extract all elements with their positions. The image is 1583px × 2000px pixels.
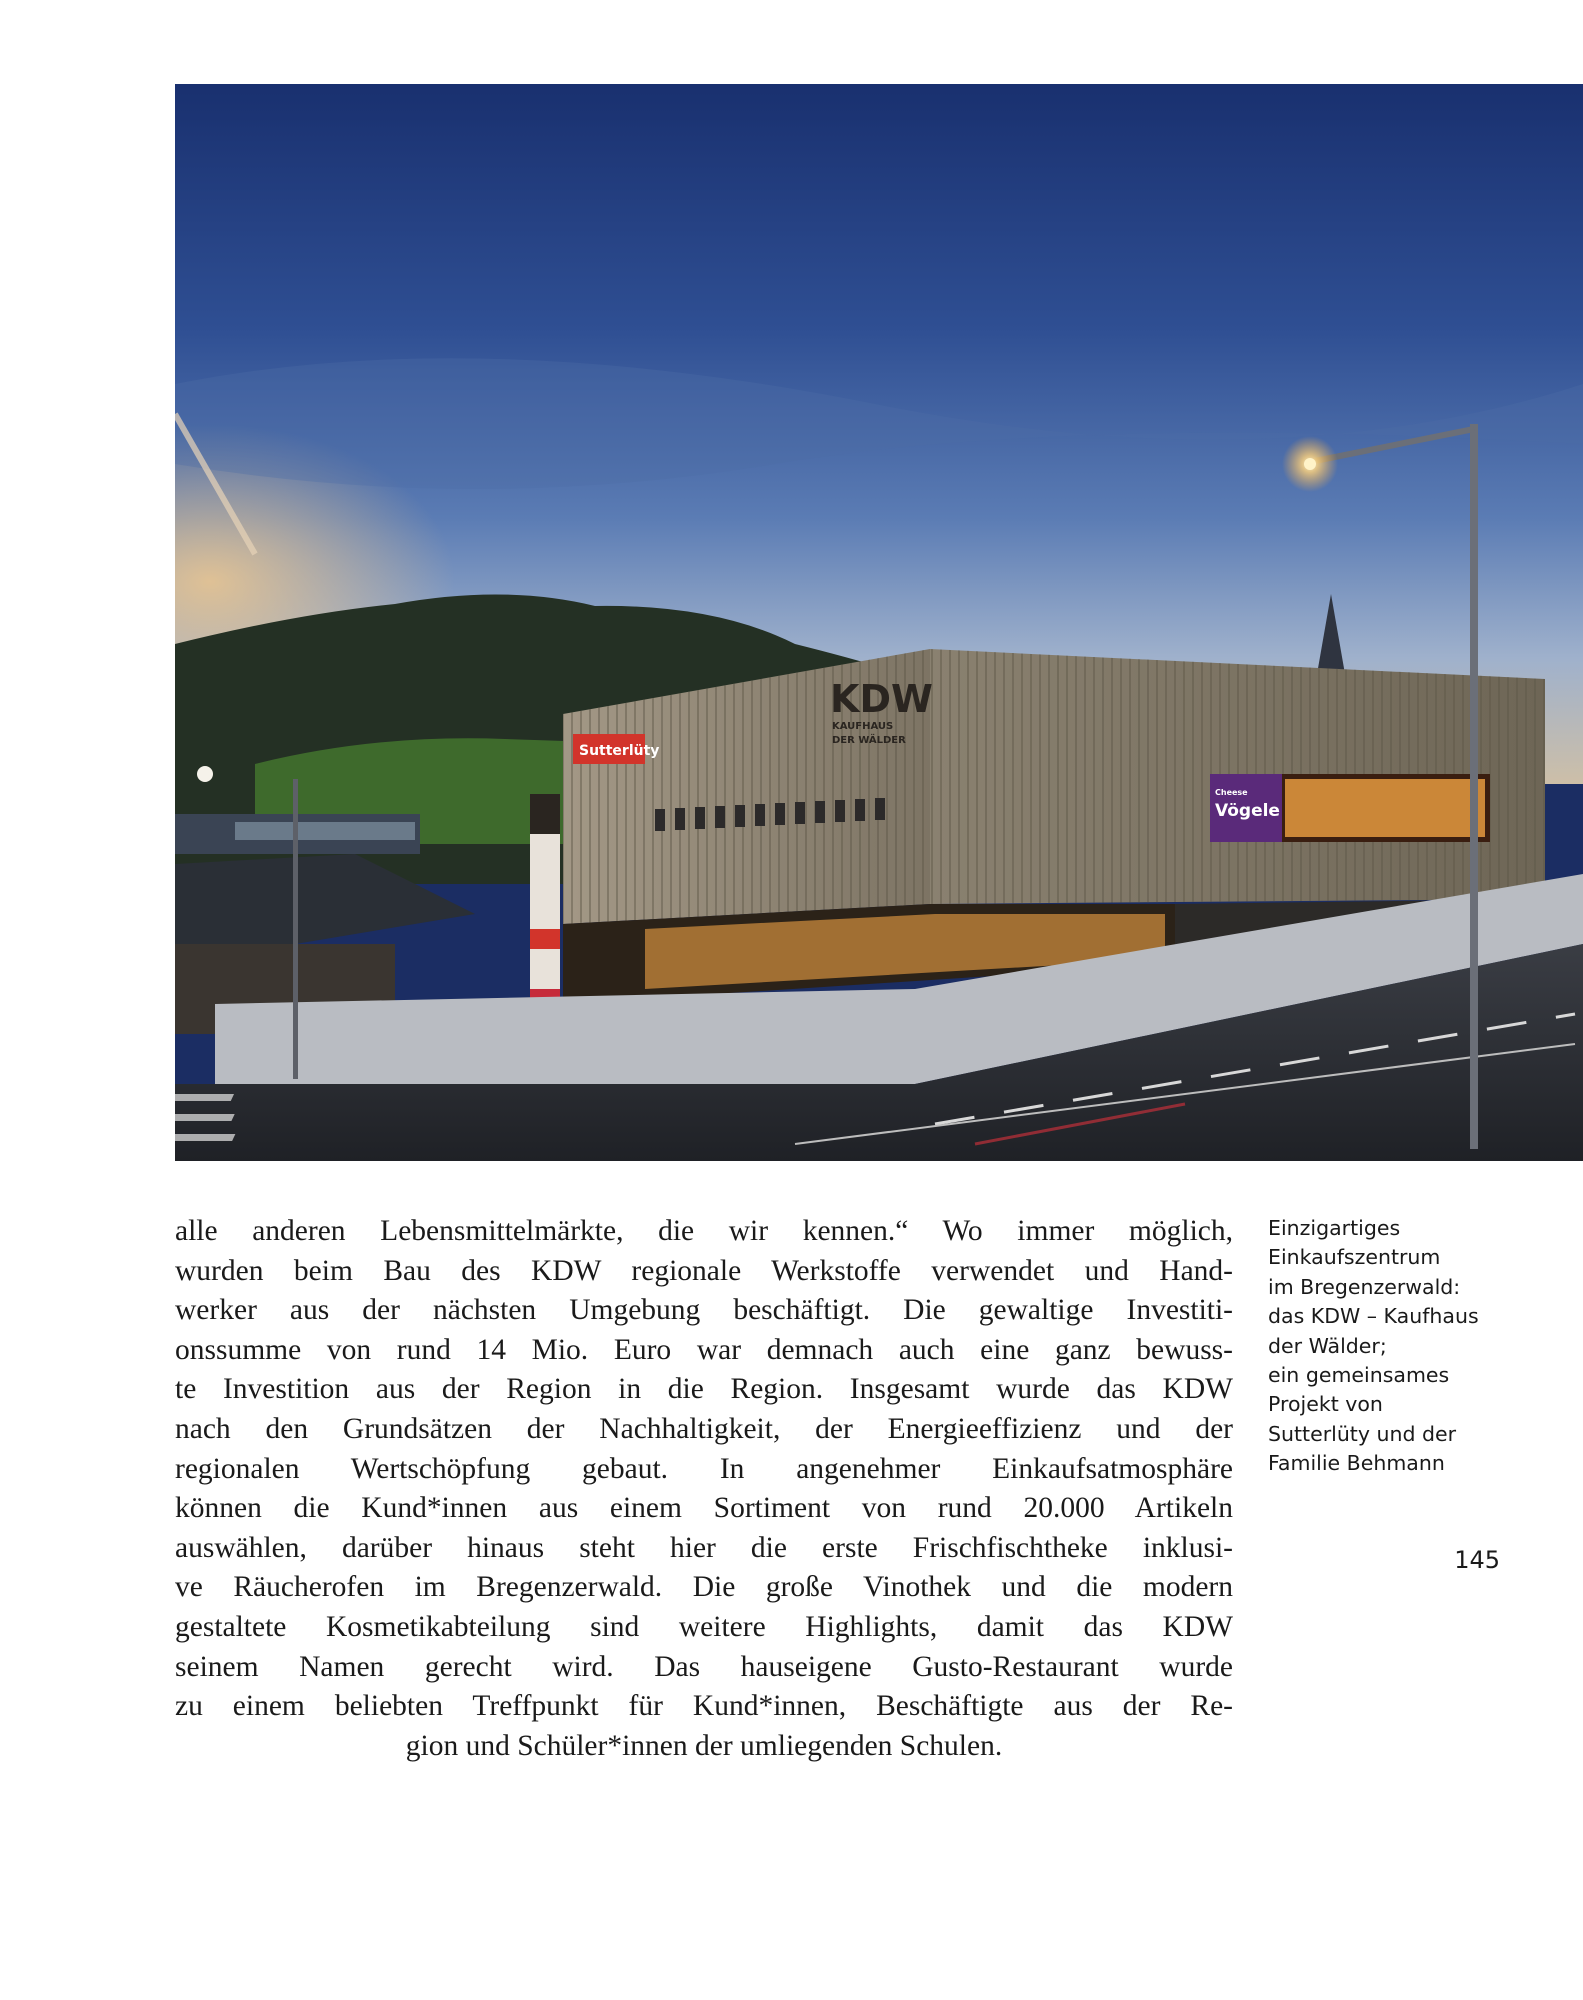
street-lamp-bulb bbox=[1304, 458, 1316, 470]
vogele-window-glow bbox=[1285, 779, 1485, 837]
kdw-logo-sign: KDW bbox=[830, 677, 933, 721]
caption-line: der Wälder; bbox=[1268, 1333, 1387, 1358]
caption-line: ein gemeinsames bbox=[1268, 1363, 1450, 1388]
sutterluety-sign: Sutterlüty bbox=[579, 743, 660, 759]
caption-line: im Bregenzerwald: bbox=[1268, 1274, 1461, 1299]
kdw-logo-subline-1: KAUFHAUS bbox=[832, 721, 894, 732]
kdw-pylon-top bbox=[530, 794, 560, 834]
left-building-windows bbox=[235, 822, 415, 840]
body-line: nach den Grundsätzen der Nachhaltigkeit, der Energieeffizienz und der bbox=[175, 1412, 1233, 1445]
kdw-photo-illustration bbox=[175, 84, 1583, 1161]
body-line: te Investition aus der Region in die Region. Insgesamt wurde das KDW bbox=[175, 1373, 1233, 1406]
caption-line: das KDW – Kaufhaus bbox=[1268, 1304, 1479, 1329]
photo-caption bbox=[1268, 1214, 1548, 1479]
body-line: gestaltete Kosmetikabteilung sind weitere Highlights, damit das KDW bbox=[175, 1610, 1233, 1643]
kdw-building-photo bbox=[175, 84, 1583, 1161]
body-line: seinem Namen gerecht wird. Das hauseigene Gusto-Restaurant wurde bbox=[175, 1650, 1233, 1683]
kdw-logo-subline-2: DER WÄLDER bbox=[832, 735, 906, 746]
body-line: alle anderen Lebensmittelmärkte, die wir kennen.“ Wo immer möglich, bbox=[175, 1215, 1233, 1247]
left-lamp-pole bbox=[293, 779, 298, 1079]
vogele-sign: Vögele bbox=[1215, 801, 1280, 821]
left-lamp-glow bbox=[197, 766, 213, 782]
body-line: werker aus der nächsten Umgebung beschäftigt. Die gewaltige Investiti- bbox=[175, 1294, 1233, 1327]
caption-line: Sutterlüty und der bbox=[1268, 1421, 1457, 1446]
caption-line: Einzigartiges bbox=[1268, 1216, 1401, 1240]
page-number: 145 bbox=[1454, 1546, 1500, 1574]
caption-line: Projekt von bbox=[1268, 1392, 1383, 1417]
kdw-pylon-red-1 bbox=[530, 929, 560, 949]
body-line: können die Kund*innen aus einem Sortiment von rund 20.000 Artikeln bbox=[175, 1492, 1233, 1525]
body-line: wurden beim Bau des KDW regionale Werkstoffe verwendet und Hand- bbox=[175, 1254, 1233, 1287]
caption-line: Einkaufszentrum bbox=[1268, 1245, 1441, 1270]
body-line: zu einem beliebten Treffpunkt für Kund*innen, Beschäftigte aus der Re- bbox=[175, 1690, 1233, 1723]
street-lamp-pole bbox=[1470, 424, 1478, 1149]
body-line: onssumme von rund 14 Mio. Euro war demnach auch eine ganz bewuss- bbox=[175, 1333, 1233, 1366]
body-line: regionalen Wertschöpfung gebaut. In angenehmer Einkaufsatmosphäre bbox=[175, 1452, 1233, 1485]
caption-line: Familie Behmann bbox=[1268, 1451, 1445, 1476]
body-text bbox=[175, 1212, 1233, 1766]
body-line: auswählen, darüber hinaus steht hier die erste Frischfischtheke inklusi- bbox=[175, 1531, 1233, 1564]
vogele-sign-small: Cheese bbox=[1215, 788, 1248, 797]
body-line: gion und Schüler*innen der umliegenden Schulen. bbox=[405, 1729, 1003, 1762]
body-line: ve Räucherofen im Bregenzerwald. Die große Vinothek und die modern bbox=[175, 1571, 1233, 1604]
